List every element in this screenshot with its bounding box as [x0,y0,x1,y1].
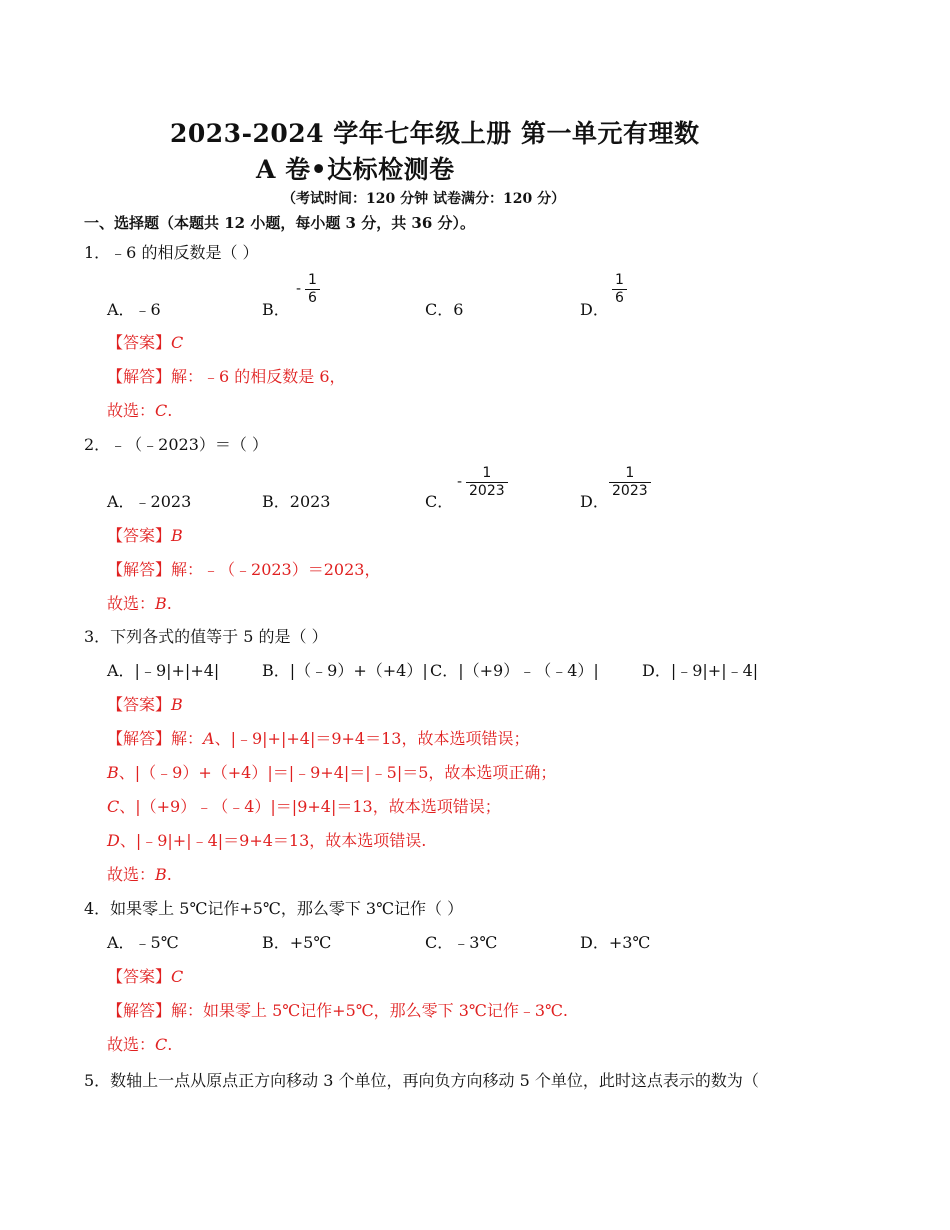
choice-value: B [155,594,167,613]
option-a: A．|﹣9|+|+4| [107,661,220,680]
page-subtitle: A 卷•达标检测卷 [256,155,455,184]
answer-tag: 【答案】 [107,695,172,714]
analysis-text: 解：﹣6 的相反数是 6， [171,367,346,386]
fraction-denominator: 6 [612,289,627,307]
fraction-sign: - [457,474,463,490]
option-c-fraction [457,465,508,500]
fraction-numerator: 1 [625,465,635,481]
answer-tag: 【答案】 [107,526,172,545]
option-a: A．﹣2023 [107,492,192,511]
option-c-label: C． [425,492,454,511]
choice-line [107,591,172,614]
analysis-text: 、|﹣9|+|﹣4|＝9+4＝13，故本选项错误. [119,831,427,850]
option-d-fraction [609,465,651,500]
option-c: C．﹣3℃ [425,933,498,952]
question-stem: 4．如果零上 5℃记作+5℃，那么零下 3℃记作（ ） [84,899,464,918]
option-d-fraction [612,272,627,307]
option-b-fraction [296,272,320,307]
analysis-tag: 【解答】 [107,560,172,579]
question-stem: 5．数轴上一点从原点正方向移动 3 个单位，再向负方向移动 5 个单位，此时这点表示的数为（ [84,1071,759,1090]
answer-line [107,523,183,546]
option-b: B．|（﹣9）+（+4）| [262,661,428,680]
analysis-text: 解：如果零上 5℃记作+5℃，那么零下 3℃记作﹣3℃. [171,1001,568,1020]
analysis-line-1 [107,726,529,749]
choice-end: . [167,401,173,420]
choice-prefix: 故选： [107,1035,156,1054]
answer-value: B [171,526,183,545]
analysis-tag: 【解答】 [107,367,172,386]
analysis-tag: 【解答】 [107,729,172,748]
choice-line [107,862,172,885]
option-letter: A [203,729,215,748]
analysis-line [107,998,568,1021]
analysis-text: 、|﹣9|+|+4|＝9+4＝13，故本选项错误； [214,729,530,748]
answer-line [107,964,183,987]
page-title: 2023-2024 学年七年级上册 第一单元有理数 [170,119,700,148]
fraction-numerator: 1 [482,465,492,481]
fraction-numerator: 1 [615,272,624,288]
option-a: A．﹣6 [107,300,161,319]
answer-line [107,330,183,353]
option-b-label: B． [262,300,290,319]
analysis-text: 、|（﹣9）+（+4）|＝|﹣9+4|＝|﹣5|＝5，故本选项正确； [118,763,557,782]
question-stem: 3．下列各式的值等于 5 的是（ ） [84,627,328,646]
choice-prefix: 故选： [107,401,156,420]
choice-line [107,1032,172,1055]
choice-end: . [166,594,172,613]
option-d-label: D． [580,492,609,511]
option-d: D．|﹣9|+|﹣4| [642,661,759,680]
option-letter: C [107,797,120,816]
analysis-tag: 【解答】 [107,1001,172,1020]
question-stem: 2．﹣（﹣2023）＝（ ） [84,435,268,454]
option-b: B．2023 [262,492,331,511]
option-c: C．|（+9）﹣（﹣4）| [430,661,599,680]
exam-info: （考试时间：120 分钟 试卷满分：120 分） [282,191,566,207]
answer-value: C [171,967,184,986]
choice-end: . [166,865,172,884]
answer-line [107,692,183,715]
option-a: A．﹣5℃ [107,933,179,952]
answer-value: B [171,695,183,714]
analysis-line-3 [107,794,501,817]
choice-end: . [167,1035,173,1054]
option-c: C．6 [425,300,464,319]
choice-value: C [155,401,168,420]
analysis-line-4 [107,828,426,851]
choice-line [107,398,172,421]
analysis-prefix: 解： [171,729,204,748]
fraction-numerator: 1 [308,272,317,288]
answer-tag: 【答案】 [107,333,172,352]
question-stem: 1．﹣6 的相反数是（ ） [84,243,259,262]
analysis-line [107,557,380,580]
option-d: D．+3℃ [580,933,651,952]
choice-value: C [155,1035,168,1054]
option-letter: D [107,831,120,850]
analysis-line [107,364,346,387]
fraction-denominator: 6 [305,289,320,307]
option-letter: B [107,763,119,782]
fraction-denominator: 2023 [466,482,508,500]
option-d-label: D． [580,300,609,319]
answer-value: C [171,333,184,352]
analysis-line-2 [107,760,556,783]
answer-tag: 【答案】 [107,967,172,986]
section-heading: 一、选择题（本题共 12 小题，每小题 3 分，共 36 分）。 [84,214,476,232]
option-b: B．+5℃ [262,933,332,952]
analysis-text: 解：﹣（﹣2023）＝2023， [171,560,381,579]
fraction-sign: - [296,281,302,297]
analysis-text: 、|（+9）﹣（﹣4）|＝|9+4|＝13，故本选项错误； [119,797,501,816]
choice-prefix: 故选： [107,865,156,884]
choice-value: B [155,865,167,884]
choice-prefix: 故选： [107,594,156,613]
fraction-denominator: 2023 [609,482,651,500]
